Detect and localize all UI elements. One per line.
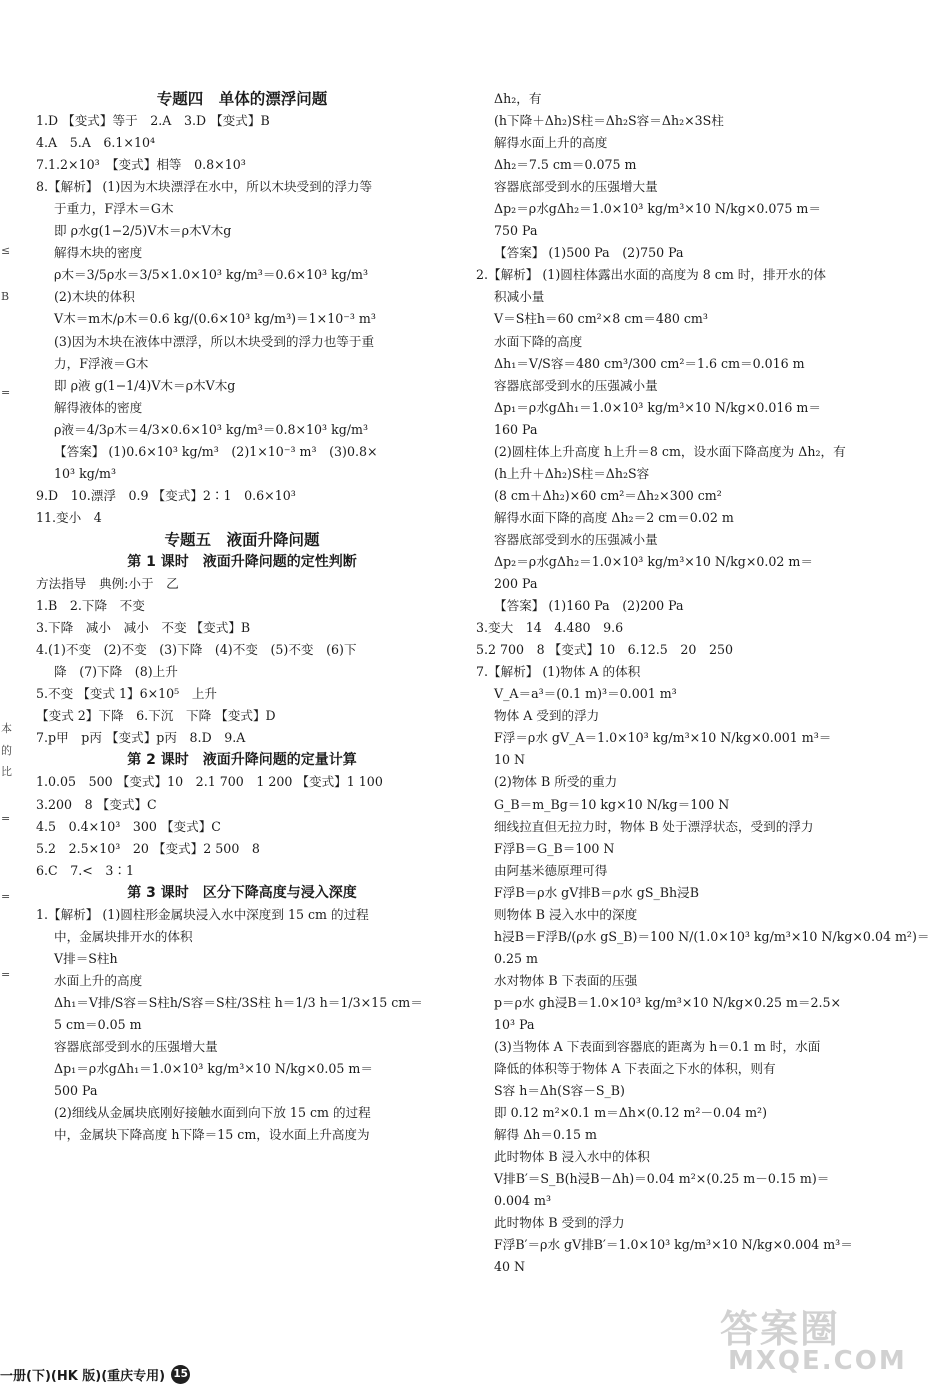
answer-line: V_A＝a³＝(0.1 m)³＝0.001 m³	[494, 686, 677, 702]
answer-line: 即 0.12 m²×0.1 m＝Δh×(0.12 m²－0.04 m²)	[494, 1105, 767, 1121]
answer-line: 容器底部受到水的压强增大量	[54, 1039, 218, 1055]
answer-line: 解得木块的密度	[54, 245, 143, 261]
answer-line: (2)细线从金属块底刚好接触水面到向下放 15 cm 的过程	[54, 1105, 371, 1121]
answer-line: 6.C 7.< 3∶1	[36, 862, 135, 878]
answer-line: Δp₂＝ρ水gΔh₂＝1.0×10³ kg/m³×10 N/kg×0.075 m＝	[494, 201, 821, 217]
answer-line: 水面上升的高度	[54, 972, 143, 988]
answer-line: 0.25 m	[494, 950, 538, 966]
answer-line: 方法指导 典例:小于 乙	[36, 576, 179, 592]
edge-fragment: 的	[1, 744, 12, 757]
answer-line: ρ木＝3/5ρ水＝3/5×1.0×10³ kg/m³＝0.6×10³ kg/m³	[54, 267, 369, 283]
answer-line: 7.p甲 p丙 【变式】p丙 8.D 9.A	[36, 730, 246, 746]
answer-line: 5.2 700 8 【变式】10 6.12.5 20 250	[476, 642, 733, 658]
answer-line: 3.下降 减小 减小 不变 【变式】B	[36, 620, 251, 636]
answer-line: 于重力，F浮木＝G木	[54, 201, 174, 217]
answer-line: 中，金属块排开水的体积	[54, 928, 193, 944]
answer-line: 7.【解析】 (1)物体 A 的体积	[476, 664, 641, 680]
answer-line: 【答案】 (1)160 Pa (2)200 Pa	[494, 598, 684, 614]
answer-line: 1.D 【变式】等于 2.A 3.D 【变式】B	[36, 113, 270, 129]
answer-line: V＝S柱h＝60 cm²×8 cm＝480 cm³	[494, 311, 708, 327]
answer-line: 4.A 5.A 6.1×10⁴	[36, 135, 156, 151]
answer-line: 10 N	[494, 752, 526, 768]
answer-line: Δh₂＝7.5 cm＝0.075 m	[494, 157, 637, 173]
answer-line: 解得液体的密度	[54, 399, 143, 415]
answer-line: 物体 A 受到的浮力	[494, 708, 600, 724]
answer-line: Δh₁＝V/S容＝480 cm³/300 cm²＝1.6 cm＝0.016 m	[494, 355, 805, 371]
answer-line: Δh₂，有	[494, 91, 542, 106]
answer-line: 9.D 10.漂浮 0.9 【变式】2∶1 0.6×10³	[36, 487, 296, 503]
answer-line: 200 Pa	[494, 576, 538, 592]
watermark-logo	[706, 1298, 907, 1384]
answer-line: 160 Pa	[494, 421, 538, 437]
answer-line: 细线拉直但无拉力时，物体 B 处于漂浮状态，受到的浮力	[494, 818, 814, 834]
lesson-heading: 第 2 课时 液面升降问题的定量计算	[127, 752, 357, 769]
edge-fragment: =	[1, 890, 11, 903]
answer-line: F浮B＝G_B＝100 N	[494, 840, 615, 856]
edge-fragment: 本	[1, 722, 12, 735]
answer-line: 750 Pa	[494, 223, 538, 239]
answer-line: 中，金属块下降高度 h下降＝15 cm，设水面上升高度为	[54, 1127, 370, 1143]
edge-fragment: =	[1, 386, 11, 399]
answer-line: 即 ρ水g(1−2/5)V木＝ρ木V木g	[54, 223, 232, 239]
watermark-url-text: MXQE.COM	[728, 1346, 907, 1376]
answer-line: (3)因为木块在液体中漂浮，所以木块受到的浮力也等于重	[54, 333, 375, 349]
answer-line: 解得水面下降的高度 Δh₂＝2 cm＝0.02 m	[494, 509, 734, 525]
answer-line: 【答案】 (1)500 Pa (2)750 Pa	[494, 245, 684, 261]
answer-line: G_B＝m_Bg＝10 kg×10 N/kg＝100 N	[494, 796, 730, 812]
answer-line: Δp₂＝ρ水gΔh₂＝1.0×10³ kg/m³×10 N/kg×0.02 m＝	[494, 553, 813, 569]
answer-line: 降 (7)下降 (8)上升	[54, 664, 178, 680]
answer-line: (2)物体 B 所受的重力	[494, 774, 618, 790]
section-heading: 专题四 单体的漂浮问题	[156, 90, 328, 108]
answer-line: 1.B 2.下降 不变	[36, 598, 145, 614]
answer-line: 500 Pa	[54, 1083, 98, 1099]
answer-line: 此时物体 B 浸入水中的体积	[494, 1149, 650, 1165]
lesson-heading: 第 3 课时 区分下降高度与浸入深度	[127, 884, 357, 901]
edge-fragment: =	[1, 968, 11, 981]
answer-line: F浮B′＝ρ水 gV排B′＝1.0×10³ kg/m³×10 N/kg×0.004 m³＝	[494, 1237, 853, 1253]
edge-fragment: ≤	[1, 244, 11, 257]
answer-line: p＝ρ水 gh浸B＝1.0×10³ kg/m³×10 N/kg×0.25 m＝2.5×	[494, 994, 842, 1010]
answer-line: 水面下降的高度	[494, 333, 583, 349]
answer-line: 2.【解析】 (1)圆柱体露出水面的高度为 8 cm 时，排开水的体	[476, 267, 826, 283]
answer-line: 容器底部受到水的压强减小量	[494, 531, 658, 547]
answer-line: (h下降＋Δh₂)S柱＝Δh₂S容＝Δh₂×3S柱	[494, 113, 724, 129]
page-footer	[0, 1362, 190, 1386]
answer-line: S容 h＝Δh(S容－S_B)	[494, 1083, 625, 1099]
answer-line: 8.【解析】 (1)因为木块漂浮在水中，所以木块受到的浮力等	[36, 179, 373, 195]
answer-line: 此时物体 B 受到的浮力	[494, 1215, 625, 1231]
answer-line: 4.(1)不变 (2)不变 (3)下降 (4)不变 (5)不变 (6)下	[36, 642, 357, 658]
answer-line: (3)当物体 A 下表面到容器底的距离为 h＝0.1 m 时，水面	[494, 1039, 821, 1055]
answer-line: 40 N	[494, 1259, 526, 1275]
answer-line: 则物体 B 浸入水中的深度	[494, 906, 638, 922]
footer-book-title: 一册(下)(HK 版)(重庆专用)	[0, 1368, 166, 1384]
answer-line: (8 cm＋Δh₂)×60 cm²＝Δh₂×300 cm²	[494, 487, 722, 503]
answer-line: 降低的体积等于物体 A 下表面之下水的体积，则有	[494, 1061, 776, 1077]
answer-line: 10³ Pa	[494, 1016, 535, 1032]
edge-fragment: =	[1, 812, 11, 825]
answer-line: V排B′＝S_B(h浸B－Δh)＝0.04 m²×(0.25 m－0.15 m)＝	[494, 1171, 830, 1187]
answer-line: Δp₁＝ρ水gΔh₁＝1.0×10³ kg/m³×10 N/kg×0.05 m＝	[54, 1061, 373, 1077]
right-column	[476, 88, 929, 1279]
answer-line: 10³ kg/m³	[54, 465, 117, 481]
answer-line: 11.变小 4	[36, 509, 102, 525]
answer-line: ρ液＝4/3ρ木＝4/3×0.6×10³ kg/m³＝0.8×10³ kg/m³	[54, 421, 369, 437]
answer-line: 4.5 0.4×10³ 300 【变式】C	[36, 818, 221, 834]
answer-line: 解得 Δh＝0.15 m	[494, 1127, 597, 1143]
answer-line: (2)木块的体积	[54, 289, 135, 305]
page-number-badge: 15	[171, 1365, 190, 1384]
edge-fragment: B	[1, 290, 10, 303]
answer-line: 容器底部受到水的压强减小量	[494, 377, 658, 393]
answer-line: h浸B＝F浮B/(ρ水 gS_B)＝100 N/(1.0×10³ kg/m³×10 N/kg×0.04 m²)＝	[494, 928, 929, 944]
edge-fragment: 比	[1, 765, 12, 778]
answer-line: 3.200 8 【变式】C	[36, 796, 157, 812]
answer-line: Δp₁＝ρ水gΔh₁＝1.0×10³ kg/m³×10 N/kg×0.016 m＝	[494, 399, 821, 415]
answer-line: 积减小量	[494, 289, 545, 305]
answer-line: F浮＝ρ水 gV_A＝1.0×10³ kg/m³×10 N/kg×0.001 m³＝	[494, 730, 832, 746]
answer-line: 力，F浮液＝G木	[54, 355, 149, 371]
answer-line: 0.004 m³	[494, 1193, 552, 1209]
lesson-heading: 第 1 课时 液面升降问题的定性判断	[127, 553, 357, 570]
answer-line: 解得水面上升的高度	[494, 135, 608, 151]
left-column	[36, 88, 448, 1146]
answer-line: 5.2 2.5×10³ 20 【变式】2 500 8	[36, 840, 260, 856]
answer-line: 5 cm＝0.05 m	[54, 1016, 142, 1032]
answer-line: 水对物体 B 下表面的压强	[494, 972, 638, 988]
answer-line: V排＝S柱h	[54, 950, 118, 966]
answer-line: 3.变大 14 4.480 9.6	[476, 620, 624, 636]
answer-line: 即 ρ液 g(1−1/4)V木＝ρ木V木g	[54, 377, 236, 393]
answer-line: 【变式 2】下降 6.下沉 下降 【变式】D	[36, 708, 276, 724]
answer-line: 由阿基米德原理可得	[494, 862, 608, 878]
answer-line: 7.1.2×10³ 【变式】相等 0.8×10³	[36, 157, 246, 173]
answer-line: V木＝m木/ρ木＝0.6 kg/(0.6×10³ kg/m³)＝1×10⁻³ m³	[54, 311, 376, 327]
answer-line: (2)圆柱体上升高度 h上升＝8 cm，设水面下降高度为 Δh₂，有	[494, 443, 846, 459]
answer-line: Δh₁＝V排/S容＝S柱h/S容＝S柱/3S柱 h＝1/3 h＝1/3×15 cm＝	[54, 994, 423, 1010]
section-heading: 专题五 液面升降问题	[164, 530, 320, 549]
answer-line: 5.不变 【变式 1】6×10⁵ 上升	[36, 686, 218, 702]
answer-line: F浮B＝ρ水 gV排B＝ρ水 gS_Bh浸B	[494, 884, 699, 900]
answer-line: 1.0.05 500 【变式】10 2.1 700 1 200 【变式】1 100	[36, 774, 383, 790]
left-edge-fragments	[0, 0, 14, 1300]
watermark-top-text: 答案圈	[720, 1307, 841, 1351]
answer-line: (h上升＋Δh₂)S柱＝Δh₂S容	[494, 465, 650, 481]
answer-line: 1.【解析】 (1)圆柱形金属块浸入水中深度到 15 cm 的过程	[36, 906, 369, 922]
answer-line: 容器底部受到水的压强增大量	[494, 179, 658, 195]
answer-line: 【答案】 (1)0.6×10³ kg/m³ (2)1×10⁻³ m³ (3)0.8×	[54, 443, 378, 459]
